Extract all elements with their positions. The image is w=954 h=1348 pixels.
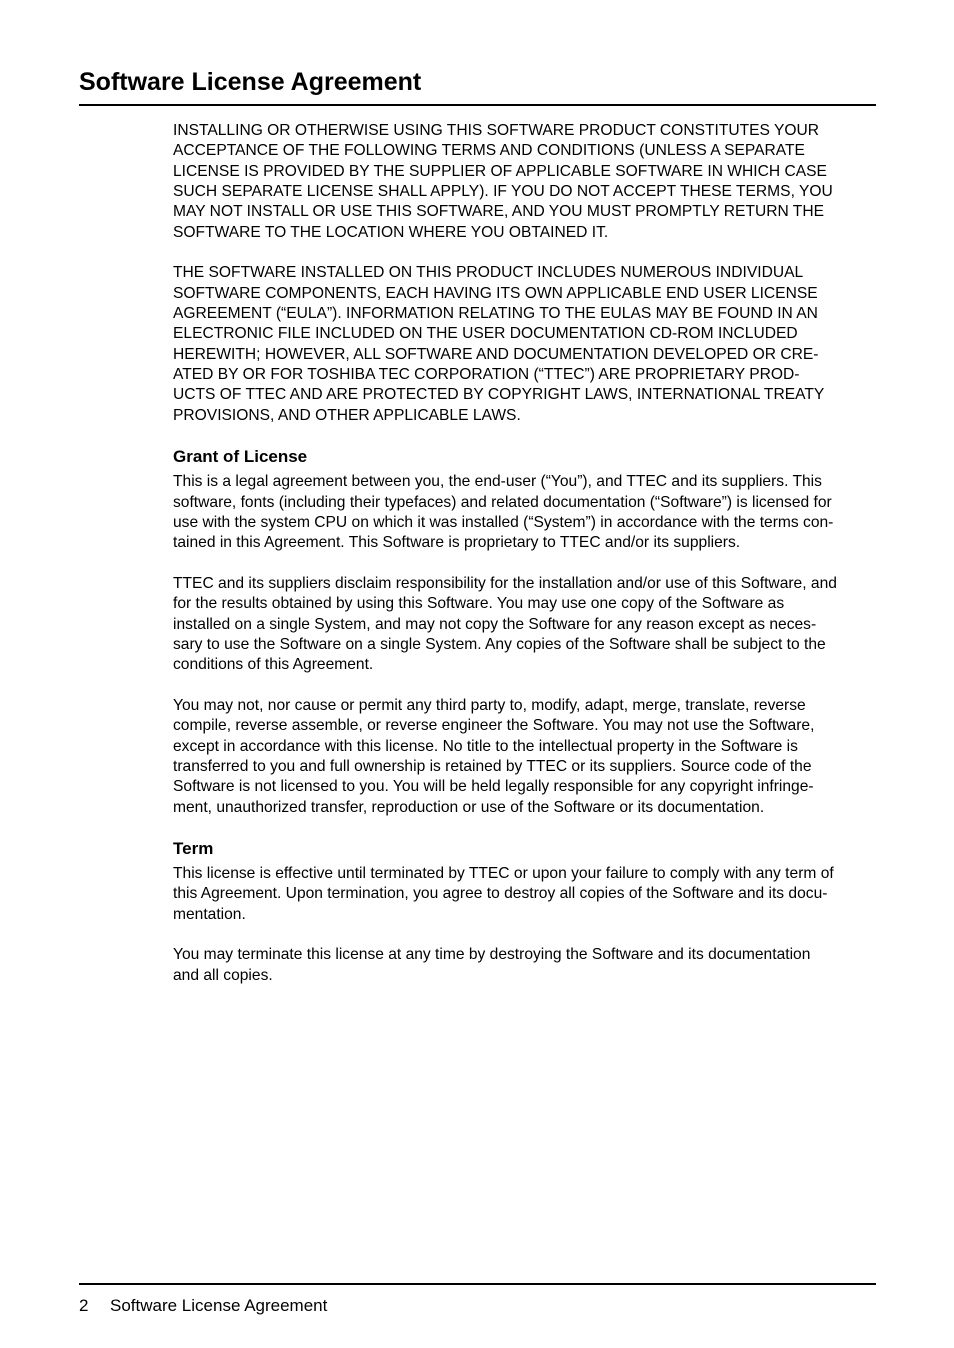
term-section	[173, 838, 878, 986]
title-divider	[79, 104, 876, 106]
term-paragraph-1: This license is effective until terminated by TTEC or upon your failure to comply with any term of this Agreement. Upon termination, you agree to destroy all copies of the Software and its docu- mentation.	[173, 865, 834, 923]
page-footer	[79, 1295, 327, 1317]
page-number: 2	[79, 1296, 89, 1315]
page-title: Software License Agreement	[79, 68, 422, 96]
grant-of-license-heading: Grant of License	[173, 447, 308, 467]
intro-paragraph-1: INSTALLING OR OTHERWISE USING THIS SOFTWARE PRODUCT CONSTITUTES YOUR ACCEPTANCE OF THE FOLLOWING TERMS AND CONDITIONS (UNLESS A SEPARATE LICENSE IS PROVIDED BY THE SUPPLIER OF APPLICABLE SOFTWARE IN WHICH CASE SUCH SEPARATE LICENSE SHALL APPLY). IF YOU DO NOT ACCEPT THESE TERMS, YOU MAY NOT INSTALL OR USE THIS SOFTWARE, AND YOU MUST PROMPTLY RETURN THE SOFTWARE TO THE LOCATION WHERE YOU OBTAINED IT.	[173, 122, 833, 241]
intro-paragraph-2: THE SOFTWARE INSTALLED ON THIS PRODUCT INCLUDES NUMEROUS INDIVIDUAL SOFTWARE COMPONENTS, EACH HAVING ITS OWN APPLICABLE END USER LICENSE AGREEMENT (“EULA”). INFORMATION RELATING TO THE EULAS MAY BE FOUND IN AN ELECTRONIC FILE INCLUDED ON THE USER DOCUMENTATION CD-ROM INCLUDED HEREWITH; HOWEVER, ALL SOFTWARE AND DOCUMENTATION DEVELOPED OR CRE- ATED BY OR FOR TOSHIBA TEC CORPORATION (“TTEC”) ARE PROPRIETARY PROD- UCTS OF TTEC AND ARE PROTECTED BY COPYRIGHT LAWS, INTERNATIONAL TREATY PROVISIONS, AND OTHER APPLICABLE LAWS.	[173, 264, 825, 424]
term-heading: Term	[173, 839, 214, 858]
footer-divider	[79, 1283, 876, 1285]
grant-of-license-section	[173, 446, 878, 818]
term-paragraph-2: You may terminate this license at any time by destroying the Software and its documentation and all copies.	[173, 946, 811, 984]
document-body	[173, 121, 878, 986]
footer-label: Software License Agreement	[110, 1296, 328, 1315]
grant-paragraph-3: You may not, nor cause or permit any third party to, modify, adapt, merge, translate, reverse compile, reverse assemble, or reverse engineer the Software. You may not use the Software, except in accordance with this license. No title to the intellectual property in the Software is transferred to you and full ownership is retained by TTEC or its suppliers. Source code of the Software is not licensed to you. You will be held legally responsible for any copyright infringe- ment, unauthorized transfer, reproduction or use of the Software or its documentation.	[173, 696, 815, 816]
grant-paragraph-1: This is a legal agreement between you, the end-user (“You”), and TTEC and its suppliers. This software, fonts (including their typefaces) and related documentation (“Software”) is licensed for use with the system CPU on which it was installed (“System”) in accordance with the terms con- tained in this Agreement. This Software is proprietary to TTEC and/or its suppliers.	[173, 473, 834, 552]
intro-section	[173, 121, 878, 426]
grant-paragraph-2: TTEC and its suppliers disclaim responsibility for the installation and/or use of this Software, and for the results obtained by using this Software. You may use one copy of the Software as installed on a single System, and may not copy the Software for any reason except as neces- sary to use the Software on a single System. Any copies of the Software shall be subject to the conditions of this Agreement.	[173, 574, 837, 674]
